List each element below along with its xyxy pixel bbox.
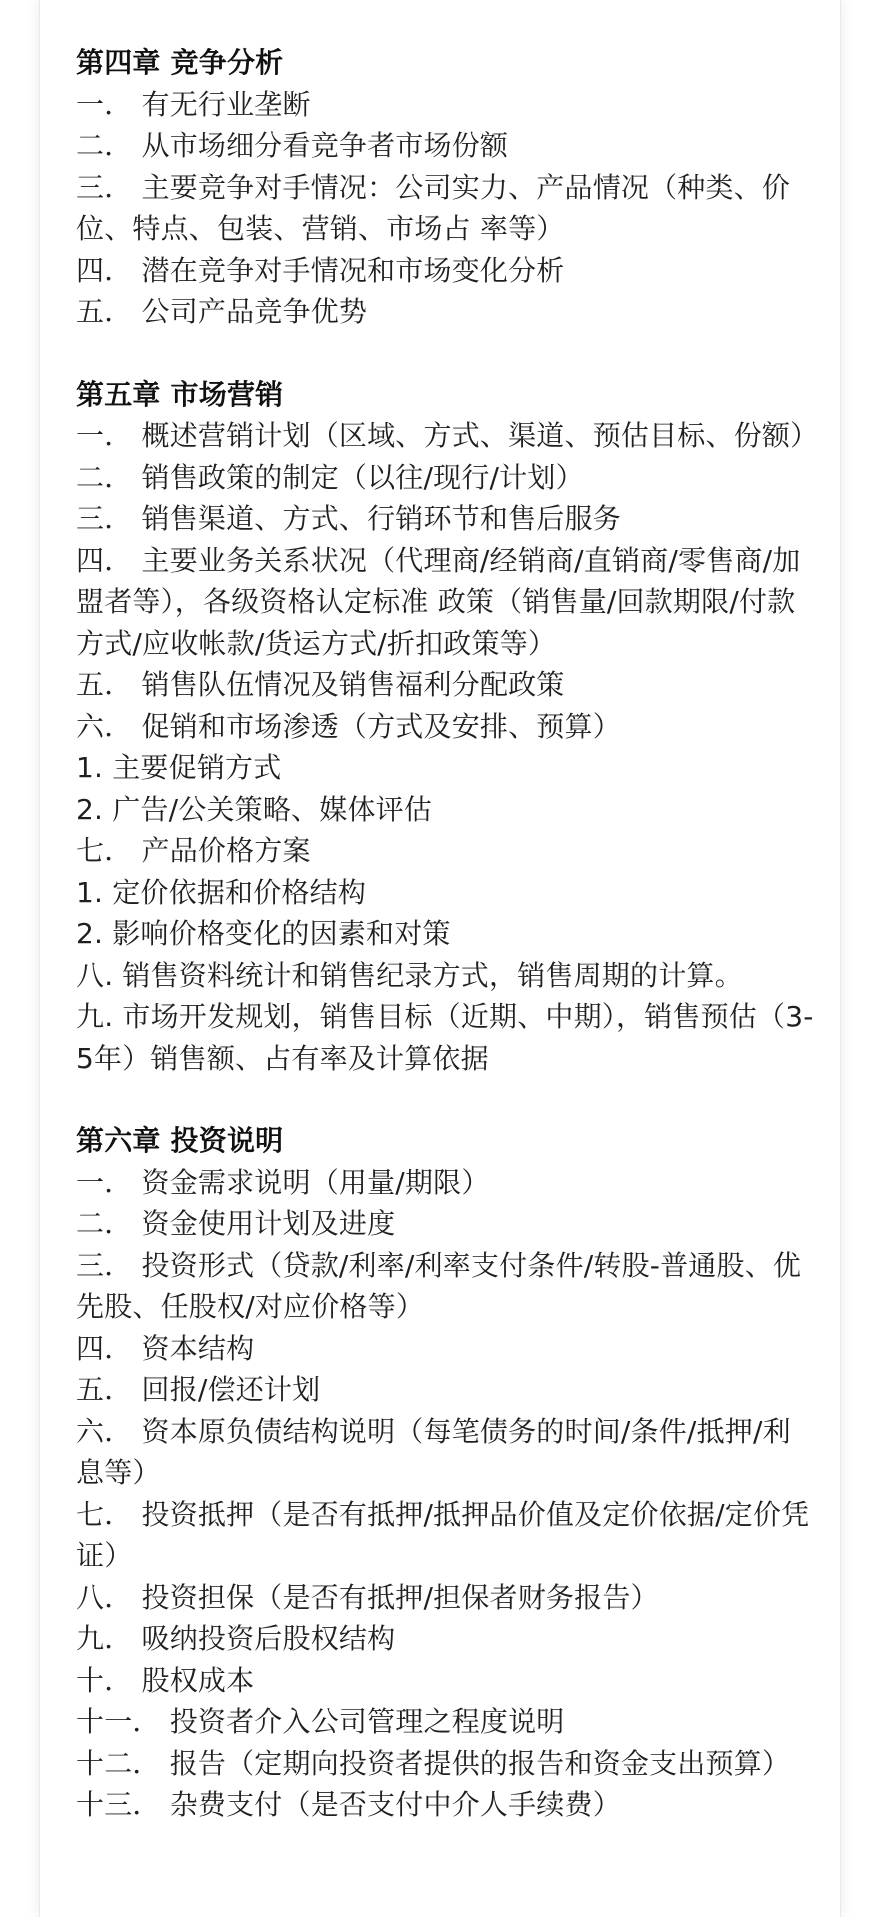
list-item: 二． 从市场细分看竞争者市场份额	[76, 129, 509, 162]
list-item: 三． 销售渠道、方式、行销环节和售后服务	[76, 502, 621, 535]
list-item: 四． 主要业务关系状况（代理商/经销商/直销商/零售商/加盟者等），各级资格认定标准 政策（销售量/回款期限/付款方式/应收帐款/货运方式/折扣政策等）	[76, 543, 801, 660]
list-item: 八． 投资担保（是否有抵押/担保者财务报告）	[76, 1580, 659, 1614]
list-item: 五． 公司产品竞争优势	[76, 295, 368, 328]
list-item: 二． 销售政策的制定（以往/现行/计划）	[76, 460, 584, 494]
list-item: 七． 投资抵押（是否有抵押/抵押品价值及定价依据/定价凭证）	[76, 1497, 810, 1572]
list-item: 三． 主要竞争对手情况：公司实力、产品情况（种类、价位、特点、包装、营销、市场占 率等）	[76, 170, 791, 245]
chapter-4	[76, 42, 816, 333]
chapter-6	[76, 1120, 816, 1826]
list-item: 四． 潜在竞争对手情况和市场变化分析	[76, 253, 565, 287]
list-item: 五． 销售队伍情况及销售福利分配政策	[76, 668, 565, 701]
list-item: 1. 主要促销方式	[76, 751, 282, 784]
list-item: 十二． 报告（定期向投资者提供的报告和资金支出预算）	[76, 1746, 791, 1780]
list-item: 七． 产品价格方案	[76, 834, 311, 867]
list-item: 五． 回报/偿还计划	[76, 1373, 321, 1406]
chapter-title: 第五章 市场营销	[76, 377, 284, 411]
list-item: 2. 广告/公关策略、媒体评估	[76, 792, 433, 826]
list-item: 一． 概述营销计划（区域、方式、渠道、预估目标、份额）	[76, 419, 819, 452]
list-item: 十一． 投资者介入公司管理之程度说明	[76, 1705, 565, 1738]
document-content	[76, 42, 819, 1826]
list-item: 三． 投资形式（贷款/利率/利率支付条件/转股-普通股、优先股、任股权/对应价格等）	[76, 1248, 802, 1323]
list-item: 九. 市场开发规划，销售目标（近期、中期），销售预估（3-5年）销售额、占有率及计算依据	[76, 1000, 814, 1075]
list-item: 一． 资金需求说明（用量/期限）	[76, 1165, 490, 1199]
list-item: 六． 促销和市场渗透（方式及安排、预算）	[76, 709, 621, 743]
list-item: 十． 股权成本	[76, 1663, 255, 1697]
list-item: 1. 定价依据和价格结构	[76, 875, 367, 909]
list-item: 四． 资本结构	[76, 1331, 255, 1365]
list-item: 八. 销售资料统计和销售纪录方式，销售周期的计算。	[76, 958, 743, 992]
chapter-title: 第六章 投资说明	[76, 1124, 284, 1157]
list-item: 一． 有无行业垄断	[76, 87, 311, 121]
chapter-5	[76, 374, 819, 1080]
chapter-title: 第四章 竞争分析	[76, 46, 284, 79]
list-item: 九． 吸纳投资后股权结构	[76, 1622, 396, 1655]
list-item: 十三． 杂费支付（是否支付中介人手续费）	[76, 1788, 621, 1821]
list-item: 二． 资金使用计划及进度	[76, 1207, 396, 1240]
list-item: 2. 影响价格变化的因素和对策	[76, 917, 451, 950]
list-item: 六． 资本原负债结构说明（每笔债务的时间/条件/抵押/利息等）	[76, 1414, 791, 1489]
